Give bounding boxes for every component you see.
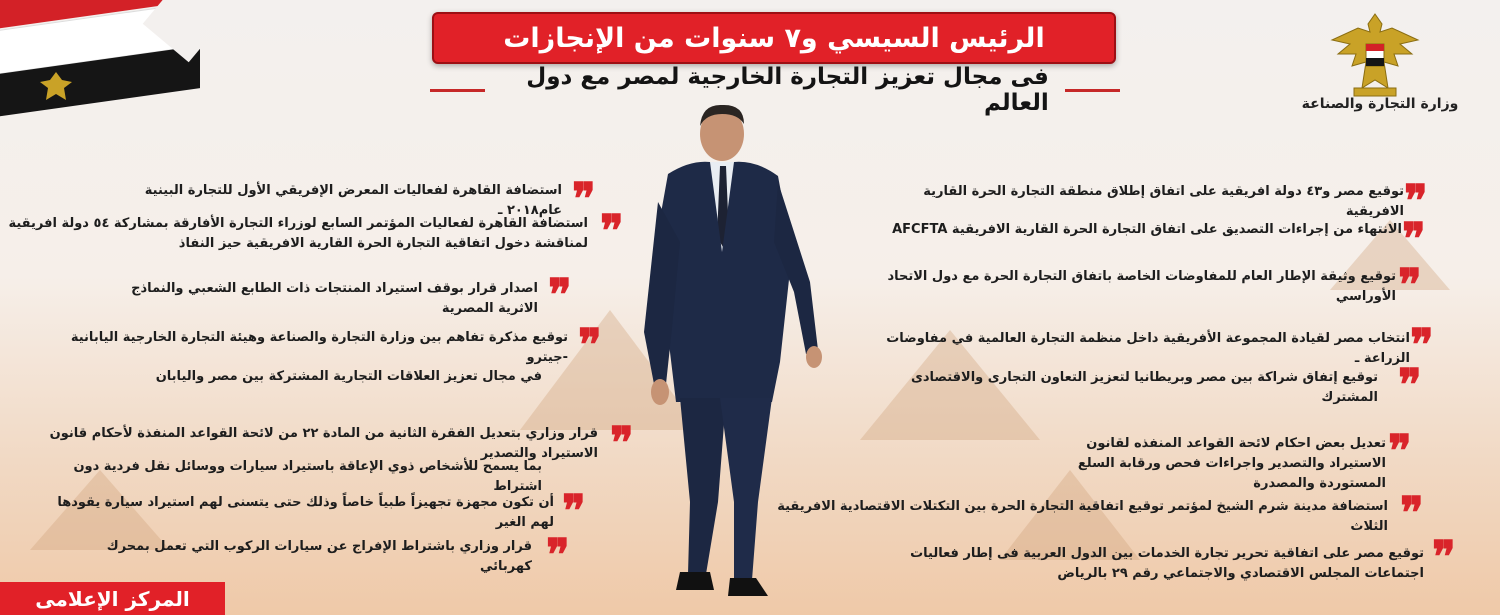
page-subtitle: فى مجال تعزيز التجارة الخارجية لمصر مع دول العالم	[526, 64, 1049, 116]
list-item: في مجال تعزيز العلاقات التجارية المشتركة بين مصر واليابان	[155, 369, 542, 384]
quote-icon: ❞	[572, 174, 596, 225]
quote-icon: ❞	[1404, 176, 1428, 227]
list-item: بما يسمح للأشخاص ذوي الإعاقة باستيراد سيارات ووسائل نقل فردية دون اشتراط	[73, 459, 542, 494]
list-item: توقيع إتفاق شراكة بين مصر وبريطانيا لتعزيز التعاون التجارى والاقتصادى المشترك	[910, 370, 1378, 405]
list-item: استضافة القاهرة لفعاليات المؤتمر السابع لوزراء التجارة الأفارقة بمشاركة ٥٤ دولة افريقية لمناقشة دخول اتفاقية التجارة الحرة القارية الافريقية حيز النفاذ	[8, 216, 588, 251]
quote-icon: ❞	[1398, 360, 1422, 411]
media-center-badge	[0, 582, 225, 615]
divider	[1065, 89, 1120, 92]
quote-icon: ❞	[1432, 532, 1456, 583]
media-center-label: المركز الإعلامى	[35, 586, 190, 611]
quote-icon: ❞	[1402, 214, 1426, 265]
ministry-name: وزارة التجارة والصناعة	[1301, 96, 1459, 112]
quote-icon: ❞	[1410, 320, 1434, 371]
quote-icon: ❞	[1398, 260, 1422, 311]
page-title-banner	[432, 12, 1116, 64]
list-item: انتخاب مصر لقيادة المجموعة الأفريقية داخل منظمة التجارة العالمية في مفاوضات الزراعة ـ	[886, 331, 1410, 366]
list-item: اصدار قرار بوقف استيراد المنتجات ذات الطابع الشعبي والنماذج الاثرية المصرية	[131, 281, 538, 316]
list-item: أن تكون مجهزة تجهيزاً طبياً خاصاً وذلك حتى يتسنى لهم استيراد سيارة يقودها لهم الغير	[57, 495, 554, 530]
list-item: استضافة مدينة شرم الشيخ لمؤتمر توقيع اتفاقية التجارة الحرة بين التكتلات الاقتصادية الافريقية الثلاث	[777, 499, 1388, 534]
quote-icon: ❞	[1388, 426, 1412, 477]
list-item: توقيع مذكرة تفاهم بين وزارة التجارة والصناعة وهيئة التجارة الخارجية اليابانية -جيترو	[70, 330, 568, 365]
list-item: الانتهاء من إجراءات التصديق على اتفاق التجارة الحرة القارية الافريقية AFCFTA	[892, 222, 1402, 237]
page-title: الرئيس السيسي و٧ سنوات من الإنجازات	[503, 22, 1045, 54]
quote-icon: ❞	[1400, 488, 1424, 539]
list-item: قرار وزاري باشتراط الإفراج عن سيارات الركوب التي تعمل بمحرك كهربائي	[106, 539, 532, 574]
egypt-flag-icon	[0, 0, 200, 130]
list-item: توقيع مصر و٤٣ دولة افريقية على اتفاق إطلاق منطقة التجارة الحرة القارية الافريقية	[923, 184, 1404, 219]
list-item: قرار وزاري بتعديل الفقرة الثانية من المادة ٢٢ من لائحة القواعد المنفذة لأحكام قانون الاستيراد والتصدير	[49, 426, 598, 461]
list-item: توقيع وثيقة الإطار العام للمفاوضات الخاصة باتفاق التجارة الحرة مع دول الاتحاد الأوراسي	[887, 269, 1396, 304]
list-item: تعديل بعض احكام لائحة القواعد المنفذه لقانون الاستيراد والتصدير واجراءات فحص ورقابة السلع المستوردة والمصدرة	[1077, 436, 1386, 491]
list-item: توقيع مصر على اتفاقية تحرير تجارة الخدمات بين الدول العربية فى إطار فعاليات اجتماعات المجلس الاقتصادي والاجتماعي رقم ٢٩ بالرياض	[910, 546, 1424, 581]
quote-icon: ❞	[578, 320, 602, 371]
divider	[430, 89, 485, 92]
quote-icon: ❞	[610, 418, 634, 469]
eagle-emblem-icon	[1320, 10, 1430, 100]
list-item: استضافة القاهرة لفعاليات المعرض الإفريقي الأول للتجارة البينية عام٢٠١٨ ـ	[144, 183, 562, 218]
quote-icon: ❞	[546, 530, 570, 581]
quote-icon: ❞	[562, 486, 586, 537]
quote-icon: ❞	[548, 270, 572, 321]
quote-icon: ❞	[600, 206, 624, 257]
